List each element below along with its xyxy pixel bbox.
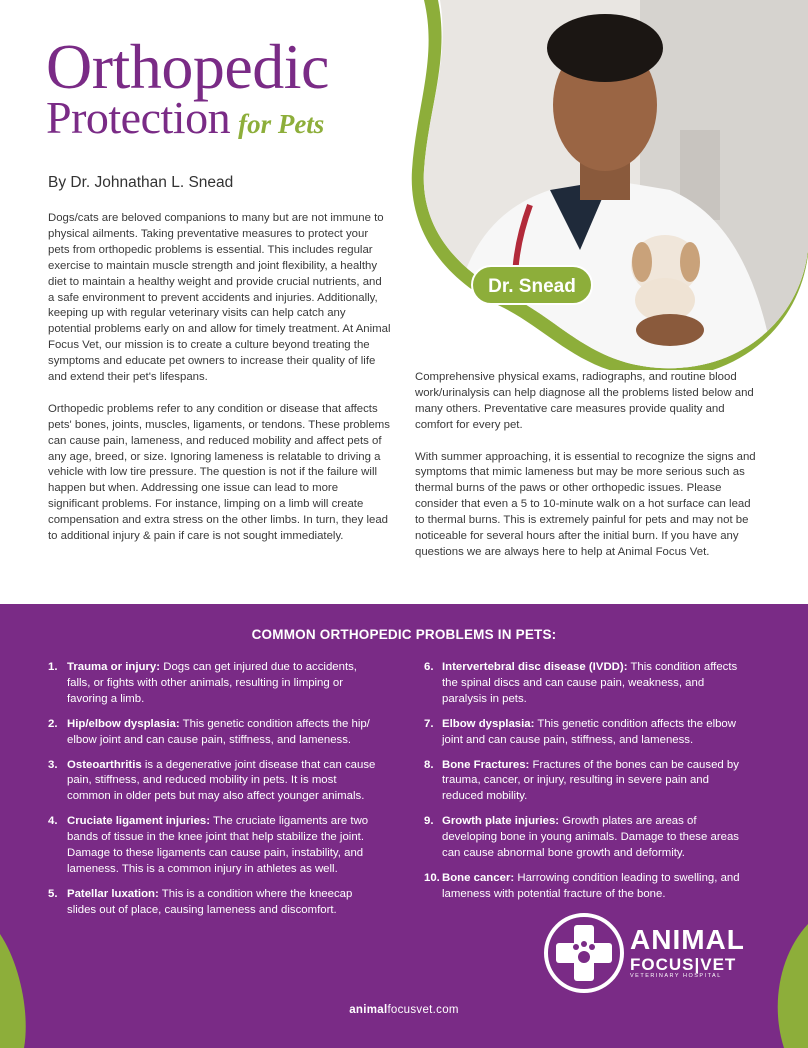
item-text: Harrowing condition leading to swelling, and lameness with potential fracture of the bone. [442, 871, 740, 900]
article-paragraph: Comprehensive physical exams, radiographs, and routine blood work/urinalysis can help diagnose all the problems listed below and many others. Preventative care measures provide quality and comfort for every pet. [415, 371, 754, 431]
problems-panel [0, 604, 808, 1048]
list-item [424, 814, 750, 862]
item-text: This genetic condition affects the hip/ elbow joint and can cause pain, stiffness, and lameness. [67, 717, 370, 746]
list-item [424, 717, 750, 749]
article-left-column [48, 211, 391, 561]
item-term: Patellar luxation: [67, 887, 159, 900]
problems-list-left [48, 660, 378, 928]
logo-word-animal: ANIMAL [630, 924, 745, 955]
list-item [48, 887, 378, 919]
url-rest-part: focusvet.com [387, 1004, 459, 1016]
article-paragraph: Dogs/cats are beloved companions to many but are not immune to physical ailments. Taking preventative measures to protect your pets from orthopedic problems is essential. This includes regular exercise to maintain muscle strength and joint flexibility, a healthy diet to maintain a healthy weight and provide crucial nutrients, and a safe environment to prevent accidents and injuries. Additionally, keeping up with regular veterinary visits can help catch any potential problems early on and allow for timely treatment. At Animal Focus Vet, our mission is to create a culture beyond treating the symptoms and educate pet owners to increase their quality of life and extend their pet's lifespans. [48, 212, 391, 384]
item-text: Growth plates are areas of developing bone in young animals. Damage to these areas can cause abnormal bone growth and deformity. [442, 815, 739, 860]
item-term: Elbow dysplasia: [442, 717, 535, 730]
animal-focus-logo [542, 911, 762, 1001]
item-term: Growth plate injuries: [442, 815, 560, 828]
list-item [424, 758, 750, 806]
paw-cross-icon [542, 911, 626, 995]
item-text: This condition affects the spinal discs and can cause pain, weakness, and paralysis in pets. [442, 661, 738, 705]
byline: By Dr. Johnathan L. Snead [48, 174, 234, 191]
item-term: Bone cancer: [442, 871, 515, 884]
item-term: Hip/elbow dysplasia: [67, 717, 180, 730]
list-item [424, 660, 750, 708]
article-right-column [415, 370, 760, 577]
item-text: The cruciate ligaments are two bands of tissue in the knee joint that help stabilize the joint. Damage to these ligaments can cause pain, instability, and lameness. This is a common injury in athletes as well. [67, 815, 369, 875]
title-line-2: Protection [46, 91, 231, 143]
doctor-hair [547, 14, 663, 82]
url-bold-part: animal [349, 1004, 388, 1016]
item-number: 9. [424, 815, 434, 828]
title-line-1: Orthopedic [46, 31, 329, 102]
item-term: Cruciate ligament injuries: [67, 815, 211, 828]
article-paragraph: Orthopedic problems refer to any condition or disease that affects pets' bones, joints, muscles, ligaments, or tendons. These problems can cause pain, lameness, and reduced mobility and affect pets of any age, breed, or size. Ignoring lameness is relatable to driving a vehicle with low tire pressure. The question is not if the failure will happen but when. Addressing one issue can lead to more significant problems. For instance, limping on a limb will create compensation and extra stress on the other limbs. In turn, they lead to additional injury & pain if care is not sought immediately. [48, 402, 390, 543]
item-number: 10. [424, 871, 440, 884]
list-item [48, 758, 378, 806]
item-text: Dogs can get injured due to accidents, falls, or fights with other animals, resulting in limping or favoring a limb. [67, 661, 357, 705]
article-paragraph: With summer approaching, it is essential to recognize the signs and symptoms that mimic lameness but may be more serious such as thermal burns of the paws or other orthopedic issues. Please consider that even a 5 to 10-minute walk on a hot surface can lead to thermal burns. This is extremely painful for pets and may not be noticeable for several hours after the initial burn. If you have any questions we are always here to help at Animal Focus Vet. [415, 450, 756, 558]
item-number: 3. [48, 758, 58, 771]
list-item [424, 871, 750, 903]
item-number: 6. [424, 661, 434, 673]
page-title [46, 31, 329, 143]
item-number: 7. [424, 717, 434, 730]
logo-word-focusvet: FOCUS|VET [630, 955, 737, 974]
item-term: Bone Fractures: [442, 758, 530, 771]
website-link[interactable] [0, 1004, 808, 1016]
list-item [48, 660, 378, 708]
title-subtitle: for Pets [238, 108, 325, 139]
doctor-name-label: Dr. Snead [471, 265, 593, 305]
item-number: 8. [424, 758, 434, 771]
item-number: 2. [48, 717, 58, 730]
item-number: 5. [48, 887, 58, 900]
item-number: 4. [48, 815, 58, 828]
photo-frame [380, 0, 808, 370]
item-text: This genetic condition affects the elbow joint and can cause pain, stiffness, and lameness. [442, 717, 736, 746]
item-term: Trauma or injury: [67, 661, 161, 673]
item-text: Fractures of the bones can be caused by trauma, cancer, or injury, resulting in severe pain and reduced mobility. [442, 758, 739, 803]
list-item [48, 717, 378, 749]
problems-heading: COMMON ORTHOPEDIC PROBLEMS IN PETS: [251, 627, 557, 642]
list-item [48, 814, 378, 878]
item-text: This is a condition where the kneecap slides out of place, causing lameness and discomfort. [67, 887, 353, 916]
item-number: 1. [48, 661, 58, 673]
item-term: Osteoarthritis [67, 758, 142, 771]
problems-list-right [424, 660, 750, 912]
item-text: is a degenerative joint disease that can cause pain, stiffness, and reduced mobility in pets. It is most common in older pets but may also affect younger animals. [67, 758, 376, 803]
logo-word-hospital: VETERINARY HOSPITAL [630, 973, 722, 979]
item-term: Intervertebral disc disease (IVDD): [442, 661, 628, 673]
